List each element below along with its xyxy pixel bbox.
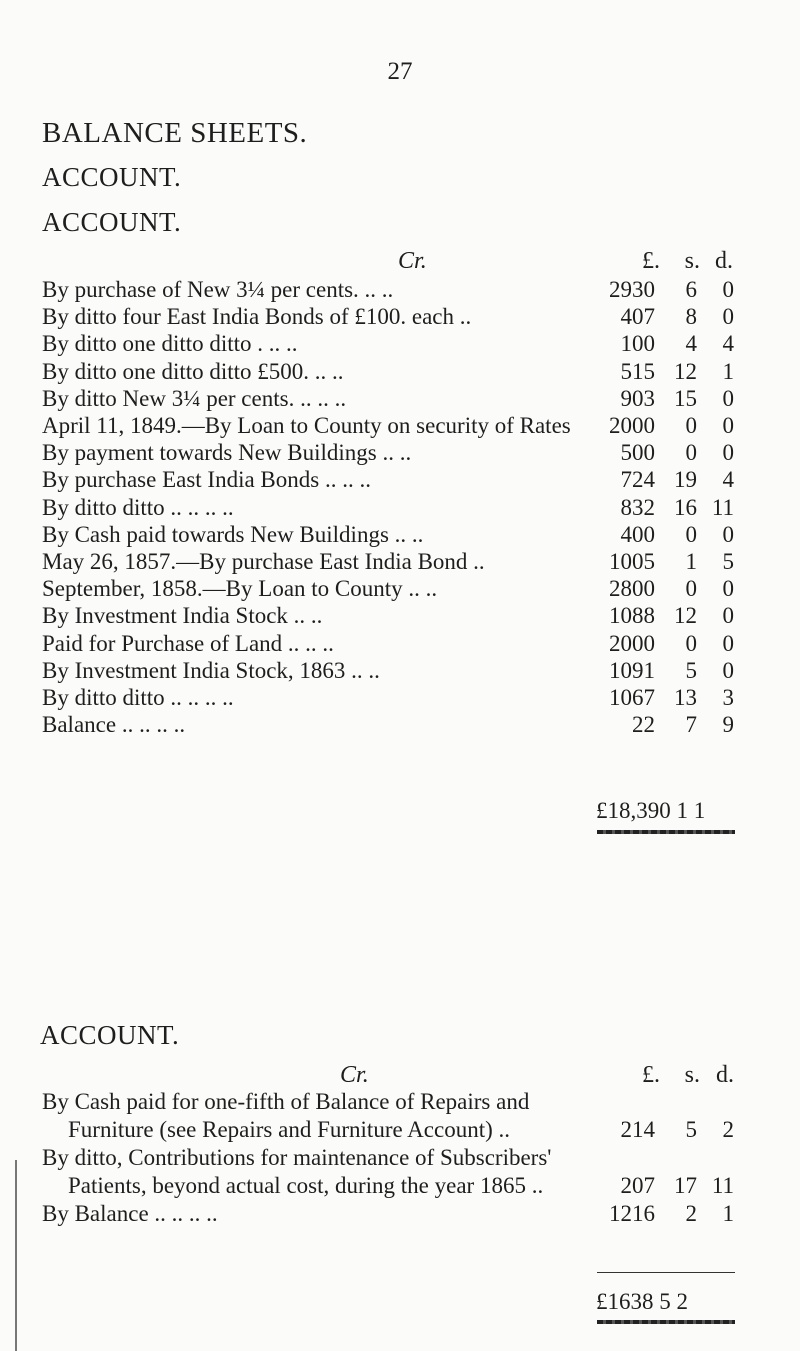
ledger-description: May 26, 1857.—By purchase East India Bond .. — [42, 549, 485, 574]
ledger-description: By Investment India Stock .. .. — [42, 603, 323, 628]
ledger-description: April 11, 1849.—By Loan to County on security of Rates — [42, 413, 571, 438]
entry-line: By Cash paid for one-fifth of Balance of Repairs and — [42, 1089, 530, 1114]
ledger-description: By ditto four East India Bonds of £100. each .. — [42, 304, 472, 329]
heading-account-1: ACCOUNT. — [42, 162, 182, 192]
page-number: 27 — [387, 58, 413, 85]
ledger-pounds: 1067 — [609, 685, 655, 710]
ledger-shillings: 7 — [685, 712, 697, 737]
entry-line: Patients, beyond actual cost, during the year 1865 .. — [68, 1173, 544, 1198]
ledger-shillings: 0 — [685, 522, 697, 547]
ledger-pence: 0 — [722, 603, 734, 628]
amount-shillings: 5 — [685, 1117, 697, 1142]
amount-pounds: 214 — [620, 1117, 655, 1142]
entry-line: By Balance .. .. .. .. — [42, 1201, 218, 1226]
ledger-shillings: 0 — [685, 631, 697, 656]
ledger-pence: 9 — [722, 712, 734, 737]
amount-pence: 1 — [722, 1201, 734, 1226]
amount-pence: 2 — [722, 1117, 734, 1142]
ledger-pence: 0 — [722, 658, 734, 683]
ledger-description: By ditto ditto .. .. .. .. — [42, 495, 234, 520]
ledger-shillings: 0 — [685, 440, 697, 465]
amount-pounds: 207 — [620, 1173, 655, 1198]
amount-pounds: 1216 — [609, 1201, 655, 1226]
ledger-shillings: 4 — [685, 331, 697, 356]
ledger-description: By ditto one ditto ditto £500. .. .. — [42, 359, 344, 384]
ledger-pence: 0 — [722, 440, 734, 465]
page-margin-line — [15, 1160, 17, 1351]
ledger-pence: 5 — [722, 549, 734, 574]
ledger-shillings: 5 — [685, 658, 697, 683]
ledger-description: By ditto one ditto ditto . .. .. — [42, 331, 298, 356]
col-shillings-header: s. — [684, 248, 700, 274]
ledger-pence: 0 — [722, 576, 734, 601]
ledger-pence: 11 — [711, 495, 734, 520]
total-amount: £18,390 1 1 — [596, 798, 706, 823]
ledger-pounds: 2800 — [609, 576, 655, 601]
ledger-shillings: 16 — [674, 495, 697, 520]
ledger-pounds: 1005 — [609, 549, 655, 574]
col-pence-header: d. — [715, 248, 733, 274]
ledger-description: By ditto ditto .. .. .. .. — [42, 685, 234, 710]
entry-line: Furniture (see Repairs and Furniture Account) .. — [68, 1117, 510, 1142]
ledger-shillings: 1 — [685, 549, 697, 574]
ledger-description: By purchase of New 3¼ per cents. .. .. — [42, 277, 394, 302]
ledger-description: By ditto New 3¼ per cents. .. .. .. — [42, 386, 347, 411]
ledger-pounds: 2000 — [609, 631, 655, 656]
title-balance-sheets: BALANCE SHEETS. — [42, 117, 308, 149]
total-rule-2 — [597, 1320, 735, 1324]
amount-shillings: 17 — [674, 1173, 697, 1198]
ledger-description: By Cash paid towards New Buildings .. .. — [42, 522, 424, 547]
ledger-pounds: 400 — [620, 522, 655, 547]
ledger-pence: 3 — [722, 685, 734, 710]
ledger-pounds: 1091 — [609, 658, 655, 683]
ledger-pounds: 2000 — [609, 413, 655, 438]
ledger-pence: 0 — [722, 631, 734, 656]
ledger-shillings: 0 — [685, 413, 697, 438]
ledger-shillings: 0 — [685, 576, 697, 601]
amount-shillings: 2 — [685, 1201, 697, 1226]
ledger-pounds: 724 — [620, 467, 655, 492]
ledger-shillings: 13 — [674, 685, 697, 710]
ledger-pence: 0 — [722, 304, 734, 329]
ledger-pounds: 22 — [632, 712, 655, 737]
ledger-pounds: 2930 — [609, 277, 655, 302]
ledger-pence: 0 — [722, 277, 734, 302]
ledger-description: By payment towards New Buildings .. .. — [42, 440, 412, 465]
col-pence-header-2: d. — [716, 1062, 734, 1088]
ledger-pounds: 500 — [620, 440, 655, 465]
col-pounds-header: £. — [642, 248, 660, 274]
ledger-shillings: 6 — [685, 277, 697, 302]
entry-line: By ditto, Contributions for maintenance of Subscribers' — [42, 1145, 552, 1170]
ledger-shillings: 15 — [674, 386, 697, 411]
ledger-shillings: 8 — [685, 304, 697, 329]
ledger-pence: 4 — [722, 331, 734, 356]
ledger-shillings: 19 — [674, 467, 697, 492]
ledger-pounds: 515 — [620, 359, 655, 384]
heading-account-2: ACCOUNT. — [42, 207, 182, 237]
total-amount-2: £1638 5 2 — [596, 1289, 688, 1314]
ledger-shillings: 12 — [674, 359, 697, 384]
heading-account-3: ACCOUNT. — [40, 1020, 180, 1050]
cr-label-2: Cr. — [340, 1062, 369, 1088]
ledger-pence: 0 — [722, 522, 734, 547]
ledger-pence: 1 — [722, 359, 734, 384]
ledger-pounds: 100 — [620, 331, 655, 356]
ledger-pounds: 903 — [620, 386, 655, 411]
ledger-pounds: 407 — [620, 304, 655, 329]
ledger-description: September, 1858.—By Loan to County .. .. — [42, 576, 438, 601]
cr-label: Cr. — [398, 248, 427, 274]
ledger-pence: 0 — [722, 386, 734, 411]
total-rule — [597, 830, 735, 834]
amount-pence: 11 — [711, 1173, 734, 1198]
ledger-description: Paid for Purchase of Land .. .. .. — [42, 631, 334, 656]
col-shillings-header-2: s. — [684, 1062, 700, 1088]
ledger-pounds: 832 — [620, 495, 655, 520]
col-pounds-header-2: £. — [642, 1062, 660, 1088]
ledger-description: Balance .. .. .. .. — [42, 712, 186, 737]
ledger-shillings: 12 — [674, 603, 697, 628]
total-top-rule — [597, 1272, 735, 1273]
ledger-description: By purchase East India Bonds .. .. .. — [42, 467, 371, 492]
ledger-pence: 4 — [722, 467, 734, 492]
ledger-description: By Investment India Stock, 1863 .. .. — [42, 658, 380, 683]
ledger-pence: 0 — [722, 413, 734, 438]
ledger-pounds: 1088 — [609, 603, 655, 628]
